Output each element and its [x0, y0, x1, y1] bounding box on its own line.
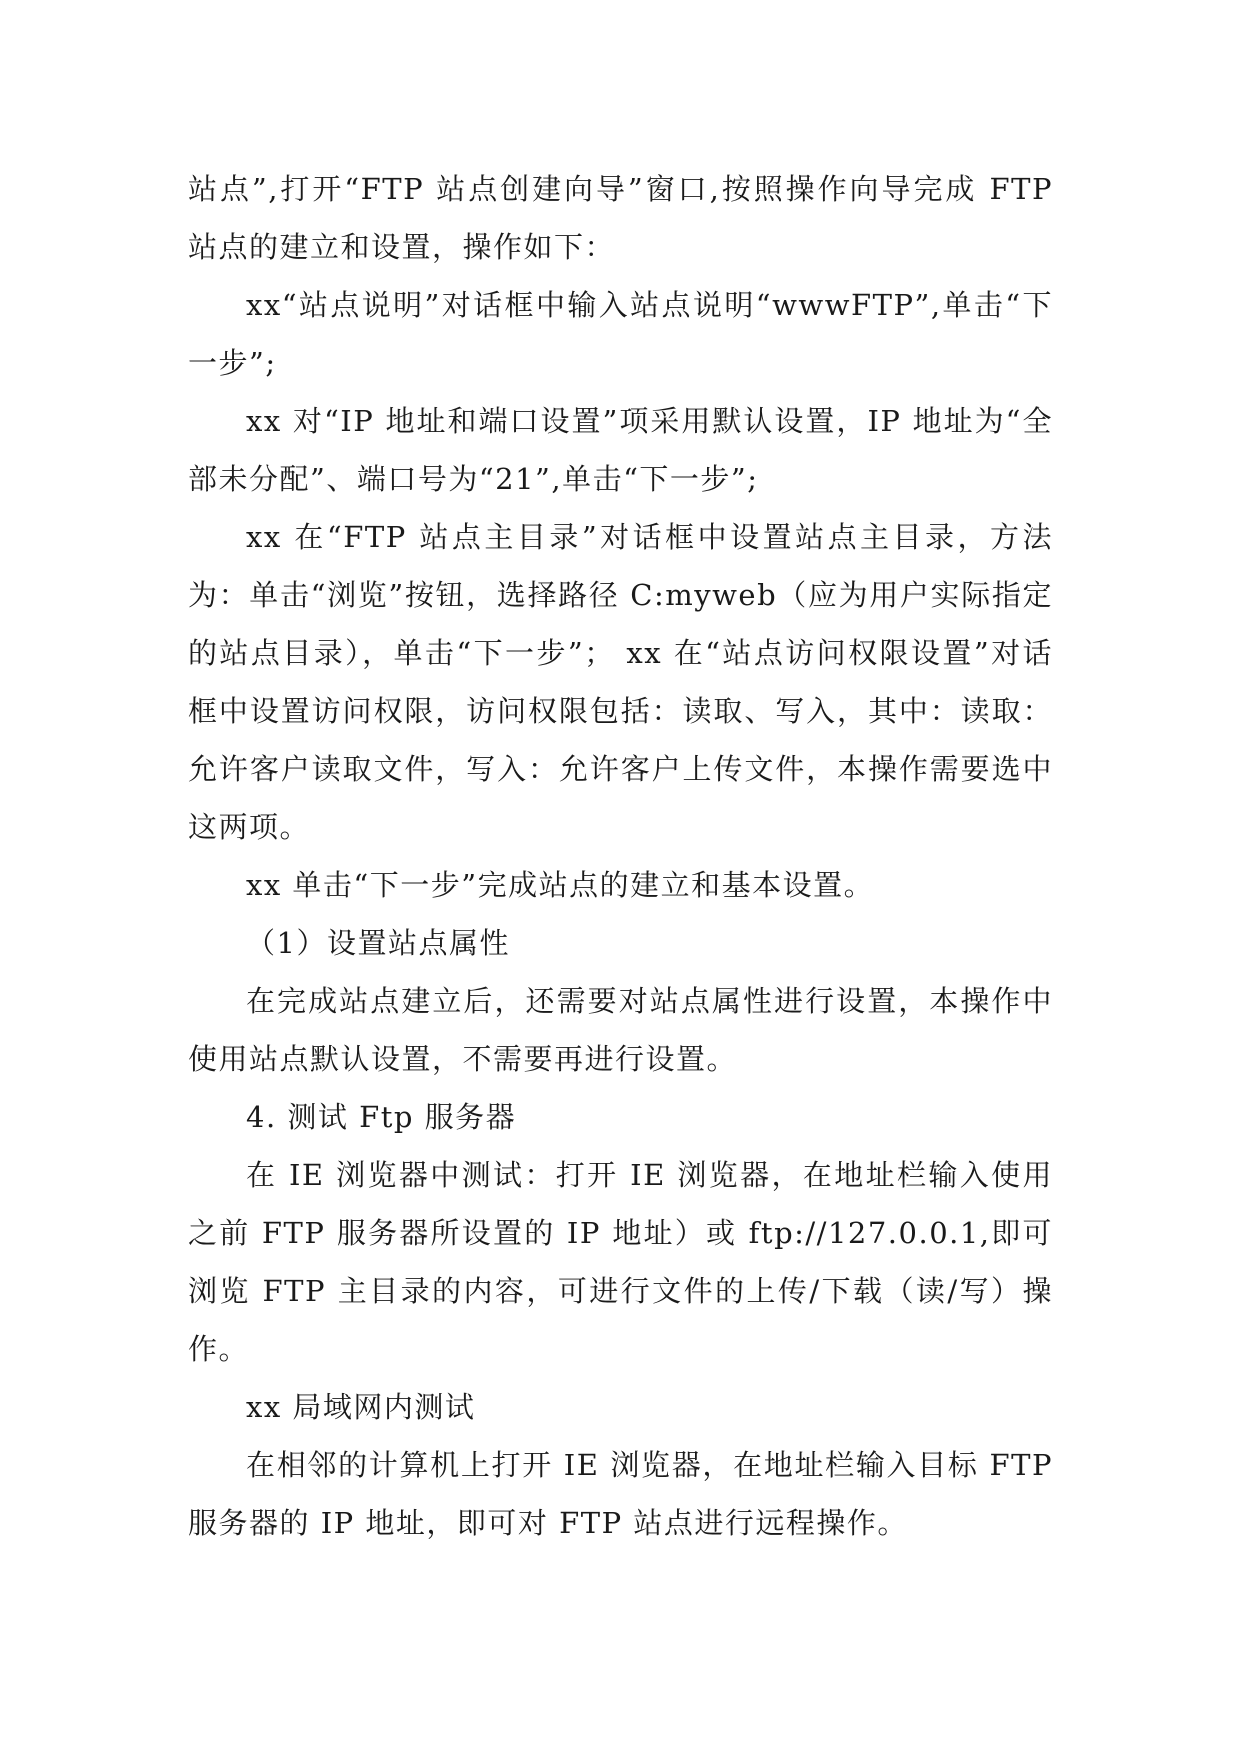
heading-lan-test: xx 局域网内测试	[246, 1390, 476, 1424]
paragraph-site-description: xx“站点说明”对话框中输入站点说明“wwwFTP”,单击“下一步”;	[188, 288, 1053, 380]
paragraph-finish-setup: xx 单击“下一步”完成站点的建立和基本设置。	[246, 868, 875, 902]
paragraph-site-properties: 在完成站点建立后，还需要对站点属性进行设置，本操作中使用站点默认设置，不需要再进行设置。	[188, 984, 1053, 1076]
paragraph-home-directory-permissions: xx 在“FTP 站点主目录”对话框中设置站点主目录，方法为：单击“浏览”按钮，选择路径 C:myweb（应为用户实际指定的站点目录），单击“下一步”； xx 在“站点访问权限设置”对话框中设置访问权限，访问权限包括：读取、写入，其中：读取：允许客户读取文件，写入：允许客户上传文件，本操作需要选中这两项。	[188, 520, 1053, 844]
paragraph-lan-test: 在相邻的计算机上打开 IE 浏览器，在地址栏输入目标 FTP 服务器的 IP 地址，即可对 FTP 站点进行远程操作。	[188, 1448, 1053, 1540]
paragraph-ie-browser-test: 在 IE 浏览器中测试：打开 IE 浏览器，在地址栏输入使用之前 FTP 服务器所设置的 IP 地址）或 ftp://127.0.0.1,即可浏览 FTP 主目录的内容，可进行文件的上传/下载（读/写）操作。	[188, 1158, 1053, 1366]
heading-test-ftp-server: 4. 测试 Ftp 服务器	[246, 1100, 517, 1134]
heading-site-properties: （1）设置站点属性	[246, 926, 510, 960]
paragraph-ip-port-settings: xx 对“IP 地址和端口设置”项采用默认设置，IP 地址为“全部未分配”、端口号为“21”,单击“下一步”;	[188, 404, 1053, 496]
paragraph-wizard-intro: 站点”,打开“FTP 站点创建向导”窗口,按照操作向导完成 FTP 站点的建立和设置，操作如下：	[188, 172, 1053, 264]
document-body	[188, 160, 1053, 1552]
